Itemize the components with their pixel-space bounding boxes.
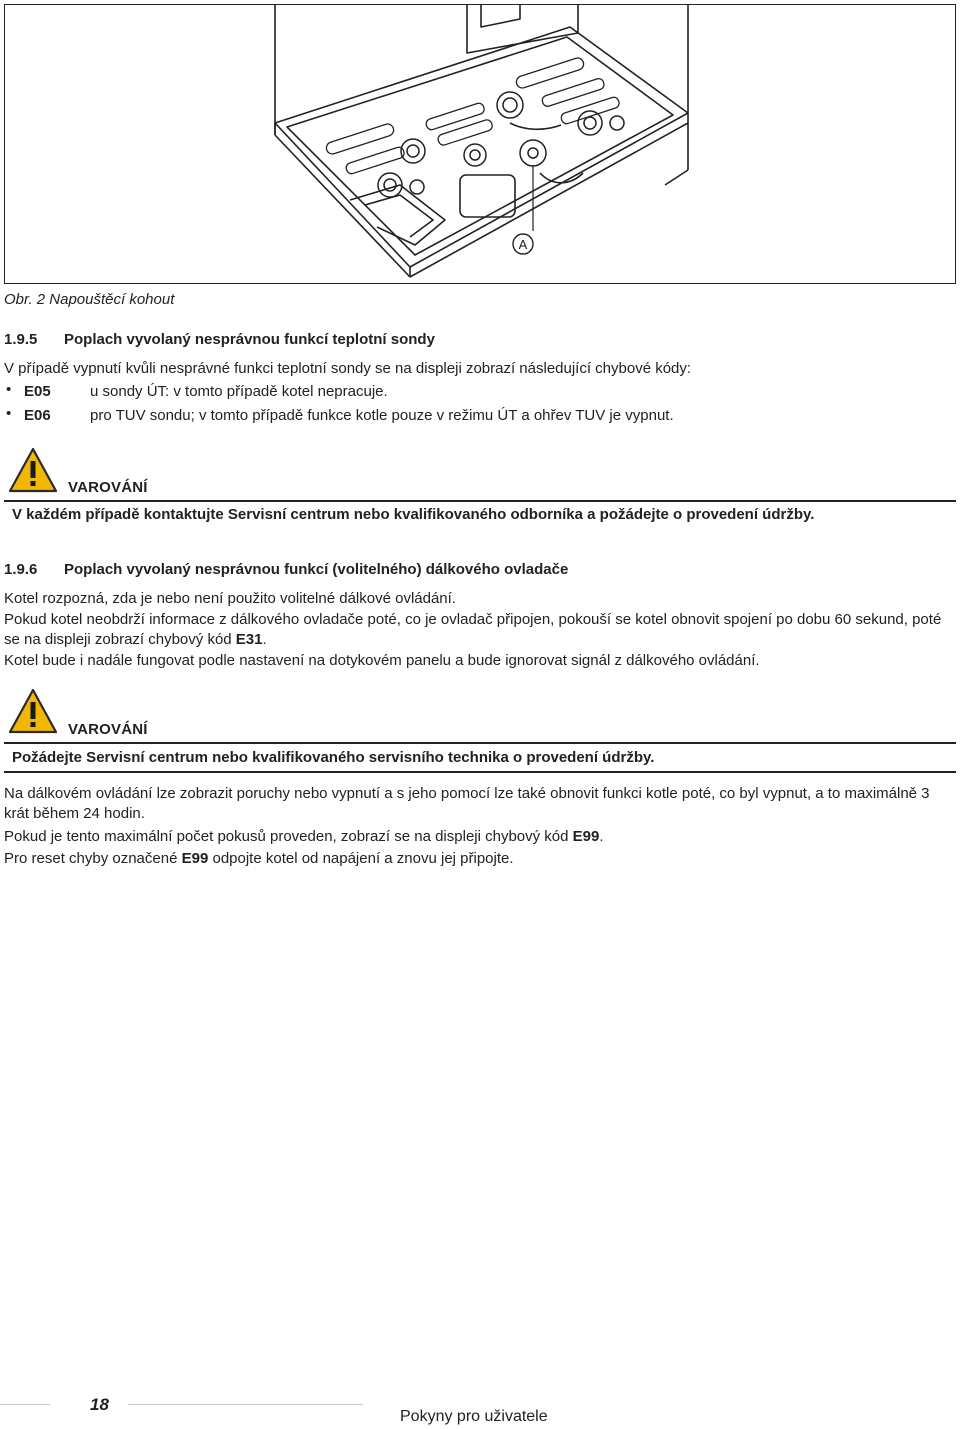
text-span: Pro reset chyby označené (4, 850, 182, 867)
warning-text: V každém případě kontaktujte Servisní centrum nebo kvalifikovaného odborníka a požádejte o provedení údržby. (12, 506, 815, 523)
section-195-title: Poplach vyvolaný nesprávnou funkcí teplotní sondy (64, 331, 435, 348)
bullet: • (6, 405, 12, 422)
error-code-text: u sondy ÚT: v tomto případě kotel nepracuje. (90, 383, 388, 400)
boiler-underside-drawing (5, 5, 955, 283)
text-span: Pokud je tento maximální počet pokusů proveden, zobrazí se na displeji chybový kód (4, 828, 573, 845)
section-196-paragraph: Pokud kotel neobdrží informace z dálkového ovladače poté, co je ovladač připojen, pokouší se kotel obnovit spojení po dobu 60 sekund, poté (4, 611, 942, 628)
section-196-title: Poplach vyvolaný nesprávnou funkcí (volitelného) dálkového ovladače (64, 561, 569, 578)
footer-title: Pokyny pro uživatele (400, 1408, 548, 1425)
error-code-item (4, 381, 954, 403)
bullet: • (6, 381, 12, 398)
text-span: . (262, 631, 267, 648)
closing-paragraph (4, 848, 514, 869)
error-code: E06 (24, 407, 51, 424)
section-195-number: 1.9.5 (4, 331, 38, 348)
error-code: E05 (24, 383, 51, 400)
section-196-paragraph: Kotel rozpozná, zda je nebo není použito volitelné dálkové ovládání. (4, 590, 456, 607)
warning-triangle-icon (8, 688, 58, 734)
page-number: 18 (90, 1395, 109, 1414)
text-span: odpojte kotel od napájení a znovu jej připojte. (208, 850, 514, 867)
section-196-number: 1.9.6 (4, 561, 38, 578)
warning-divider (4, 771, 956, 773)
section-196-paragraph: Kotel bude i nadále fungovat podle nastavení na dotykovém panelu a bude ignorovat signál z dálkového ovládání. (4, 652, 760, 669)
section-195-intro: V případě vypnutí kvůli nesprávné funkci teplotní sondy se na displeji zobrazí následující chybové kódy: (4, 360, 692, 377)
error-code: E99 (181, 850, 209, 867)
text-span: se na displeji zobrazí chybový kód (4, 631, 236, 648)
closing-paragraph: krát během 24 hodin. (4, 805, 145, 822)
footer-rule (0, 1404, 50, 1405)
closing-paragraph: Na dálkovém ovládání lze zobrazit poruchy nebo vypnutí a s jeho pomocí lze také obnovit funkci kotle poté, co byl vypnut, a to maximálně 3 (4, 785, 930, 802)
warning-triangle-icon (8, 447, 58, 493)
error-code: E99 (572, 828, 600, 845)
warning-text: Požádejte Servisní centrum nebo kvalifikovaného servisního technika o provedení údržby. (12, 749, 655, 766)
boiler-figure (4, 4, 956, 284)
callout-label-a: A (518, 237, 528, 252)
warning-title: VAROVÁNÍ (68, 721, 148, 738)
text-span: . (599, 828, 604, 845)
warning-divider (4, 500, 956, 502)
section-196-paragraph (4, 629, 267, 650)
error-code-item (4, 405, 954, 427)
warning-divider (4, 742, 956, 744)
figure-caption: Obr. 2 Napouštěcí kohout (4, 291, 175, 308)
closing-paragraph (4, 826, 604, 847)
error-code-text: pro TUV sondu; v tomto případě funkce kotle pouze v režimu ÚT a ohřev TUV je vypnut. (90, 407, 674, 424)
error-code: E31 (235, 631, 263, 648)
warning-title: VAROVÁNÍ (68, 479, 148, 496)
footer-rule (128, 1404, 363, 1405)
